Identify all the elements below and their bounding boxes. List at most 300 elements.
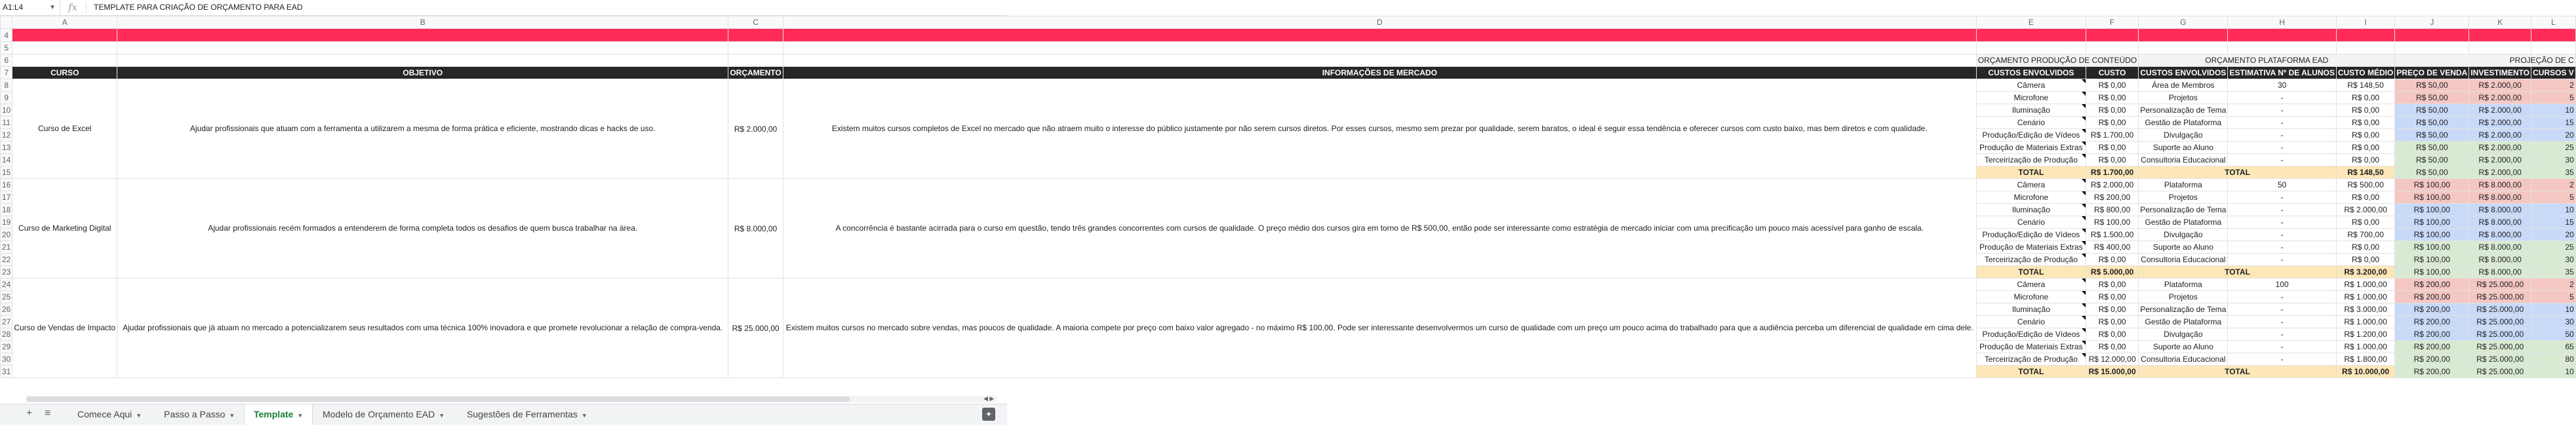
production-cost-value[interactable]: R$ 0,00 (2086, 291, 2138, 303)
total-producao[interactable]: R$ 5.000,00 (2086, 266, 2138, 279)
investment[interactable]: R$ 2.000,00 (2469, 79, 2531, 92)
sale-price[interactable]: R$ 50,00 (2395, 104, 2469, 117)
cell[interactable] (2086, 42, 2138, 54)
student-estimate[interactable]: - (2228, 316, 2336, 328)
investment[interactable]: R$ 25.000,00 (2469, 341, 2531, 353)
row-header[interactable]: 19 (1, 216, 12, 229)
course-objective[interactable]: Ajudar profissionais que atuam com a ferramenta a utilizarem a mesma de forma prática e eficiente, mostrando dicas e hacks de uso. (117, 79, 728, 179)
platform-cost-item[interactable]: Personalização de Tema (2139, 303, 2228, 316)
sale-price[interactable]: R$ 200,00 (2395, 328, 2469, 341)
row-header[interactable]: 18 (1, 204, 12, 216)
production-cost-value[interactable]: R$ 0,00 (2086, 328, 2138, 341)
chevron-down-icon[interactable]: ▼ (439, 412, 445, 419)
cell[interactable] (12, 54, 117, 67)
courses-sold[interactable]: 65 (2531, 341, 2576, 353)
row-header[interactable]: 25 (1, 291, 12, 303)
student-estimate[interactable]: - (2228, 216, 2336, 229)
student-estimate[interactable]: - (2228, 129, 2336, 142)
production-cost-item[interactable]: Cenário (1976, 316, 2086, 328)
row-header[interactable]: 16 (1, 179, 12, 191)
row-header[interactable]: 21 (1, 241, 12, 254)
sheet-tab[interactable] (244, 404, 313, 425)
production-cost-item[interactable]: Terceirização de Produção (1976, 254, 2086, 266)
column-header[interactable]: E (1976, 16, 2086, 29)
investment[interactable]: R$ 25.000,00 (2469, 328, 2531, 341)
column-title[interactable]: CURSOS V (2531, 67, 2576, 79)
investment[interactable]: R$ 8.000,00 (2469, 179, 2531, 191)
column-header[interactable]: D (783, 16, 1976, 29)
investment[interactable]: R$ 8.000,00 (2469, 216, 2531, 229)
average-cost[interactable]: R$ 0,00 (2336, 191, 2394, 204)
row-header[interactable]: 4 (1, 29, 12, 42)
production-cost-item[interactable]: Cenário (1976, 216, 2086, 229)
investment[interactable]: R$ 25.000,00 (2469, 303, 2531, 316)
row-header[interactable]: 10 (1, 104, 12, 117)
student-estimate[interactable]: 50 (2228, 179, 2336, 191)
student-estimate[interactable]: - (2228, 191, 2336, 204)
production-cost-item[interactable]: Câmera (1976, 279, 2086, 291)
sale-price[interactable]: R$ 100,00 (2395, 191, 2469, 204)
row-header[interactable]: 6 (1, 54, 12, 67)
production-cost-item[interactable]: Microfone (1976, 191, 2086, 204)
scroll-arrows-icon[interactable]: ◀ ▶ (983, 395, 995, 402)
banner-cell[interactable] (783, 29, 1976, 42)
market-info[interactable]: A concorrência é bastante acirrada para o curso em questão, tendo três grandes concorrentes com cursos de qualidade. O preço médio dos cursos gira em torno de R$ 500,00, então pode ser interessante como estratégia de mercado iniciar com uma precificação um pouco mais acessível para ganho de escala. (783, 179, 1976, 279)
production-cost-item[interactable]: Produção/Edição de Vídeos (1976, 129, 2086, 142)
platform-cost-item[interactable]: Consultoria Educacional (2139, 254, 2228, 266)
total-label[interactable]: TOTAL (2139, 266, 2337, 279)
production-cost-value[interactable]: R$ 0,00 (2086, 142, 2138, 154)
investment[interactable]: R$ 8.000,00 (2469, 204, 2531, 216)
sale-price[interactable]: R$ 200,00 (2395, 303, 2469, 316)
column-title[interactable]: ESTIMATIVA Nº DE ALUNOS (2228, 67, 2336, 79)
column-title[interactable]: CUSTO MÉDIO (2336, 67, 2394, 79)
column-title[interactable]: OBJETIVO (117, 67, 728, 79)
investment[interactable]: R$ 2.000,00 (2469, 92, 2531, 104)
total-label[interactable]: TOTAL (2139, 166, 2337, 179)
row-header[interactable]: 30 (1, 353, 12, 366)
investment[interactable]: R$ 8.000,00 (2469, 266, 2531, 279)
platform-cost-item[interactable]: Plataforma (2139, 279, 2228, 291)
courses-sold[interactable]: 10 (2531, 303, 2576, 316)
column-header[interactable]: H (2228, 16, 2336, 29)
investment[interactable]: R$ 25.000,00 (2469, 353, 2531, 366)
sale-price[interactable]: R$ 50,00 (2395, 117, 2469, 129)
sheet-tab[interactable] (68, 404, 151, 425)
column-title[interactable]: ORÇAMENTO (728, 67, 783, 79)
column-header[interactable]: B (117, 16, 728, 29)
production-cost-value[interactable]: R$ 200,00 (2086, 191, 2138, 204)
production-cost-item[interactable]: Produção/Edição de Vídeos (1976, 328, 2086, 341)
student-estimate[interactable]: - (2228, 154, 2336, 166)
row-header[interactable]: 31 (1, 366, 12, 378)
cell[interactable] (2469, 42, 2531, 54)
chevron-down-icon[interactable]: ▼ (136, 412, 142, 419)
banner-cell[interactable] (1976, 29, 2086, 42)
course-objective[interactable]: Ajudar profissionais recém formados a entenderem de forma completa todos os desafios de quem busca trabalhar na área. (117, 179, 728, 279)
student-estimate[interactable]: - (2228, 142, 2336, 154)
production-cost-item[interactable]: Câmera (1976, 179, 2086, 191)
platform-cost-item[interactable]: Projetos (2139, 291, 2228, 303)
plus-icon[interactable]: + (26, 408, 33, 419)
column-title[interactable]: CUSTOS ENVOLVIDOS (1976, 67, 2086, 79)
average-cost[interactable]: R$ 3.000,00 (2336, 303, 2394, 316)
student-estimate[interactable]: - (2228, 328, 2336, 341)
average-cost[interactable]: R$ 0,00 (2336, 104, 2394, 117)
investment[interactable]: R$ 2.000,00 (2469, 154, 2531, 166)
average-cost[interactable]: R$ 2.000,00 (2336, 204, 2394, 216)
courses-sold[interactable]: 10 (2531, 104, 2576, 117)
course-name[interactable]: Curso de Vendas de Impacto (12, 279, 117, 378)
sale-price[interactable]: R$ 100,00 (2395, 241, 2469, 254)
student-estimate[interactable]: - (2228, 353, 2336, 366)
row-header[interactable]: 11 (1, 117, 12, 129)
average-cost[interactable]: R$ 0,00 (2336, 216, 2394, 229)
chevron-down-icon[interactable]: ▼ (297, 412, 304, 419)
production-cost-item[interactable]: Terceirização de Produção (1976, 353, 2086, 366)
cell[interactable] (117, 54, 728, 67)
average-cost[interactable]: R$ 700,00 (2336, 229, 2394, 241)
total-plataforma[interactable]: R$ 148,50 (2336, 166, 2394, 179)
production-cost-value[interactable]: R$ 0,00 (2086, 303, 2138, 316)
row-header[interactable]: 24 (1, 279, 12, 291)
production-cost-item[interactable]: Produção de Materiais Extras (1976, 241, 2086, 254)
production-cost-value[interactable]: R$ 0,00 (2086, 79, 2138, 92)
column-header[interactable]: C (728, 16, 783, 29)
sale-price[interactable]: R$ 200,00 (2395, 341, 2469, 353)
average-cost[interactable]: R$ 0,00 (2336, 254, 2394, 266)
courses-sold[interactable]: 20 (2531, 129, 2576, 142)
cell[interactable] (117, 42, 728, 54)
courses-sold[interactable]: 10 (2531, 366, 2576, 378)
sale-price[interactable]: R$ 50,00 (2395, 129, 2469, 142)
horizontal-scrollbar[interactable] (26, 397, 850, 402)
explore-icon[interactable]: ✦ (982, 408, 995, 421)
student-estimate[interactable]: 30 (2228, 79, 2336, 92)
platform-cost-item[interactable]: Projetos (2139, 92, 2228, 104)
sale-price[interactable]: R$ 50,00 (2395, 79, 2469, 92)
student-estimate[interactable]: - (2228, 254, 2336, 266)
production-cost-value[interactable]: R$ 0,00 (2086, 279, 2138, 291)
platform-cost-item[interactable]: Projetos (2139, 191, 2228, 204)
row-header[interactable]: 8 (1, 79, 12, 92)
platform-cost-item[interactable]: Consultoria Educacional (2139, 353, 2228, 366)
banner-cell[interactable] (117, 29, 728, 42)
courses-sold[interactable]: 35 (2531, 166, 2576, 179)
course-name[interactable]: Curso de Excel (12, 79, 117, 179)
total-plataforma[interactable]: R$ 3.200,00 (2336, 266, 2394, 279)
banner-cell[interactable] (2469, 29, 2531, 42)
production-cost-item[interactable]: Terceirização de Produção (1976, 154, 2086, 166)
column-header[interactable]: J (2395, 16, 2469, 29)
student-estimate[interactable]: - (2228, 229, 2336, 241)
courses-sold[interactable]: 15 (2531, 117, 2576, 129)
cell[interactable] (728, 42, 783, 54)
student-estimate[interactable]: - (2228, 241, 2336, 254)
all-sheets-icon[interactable]: ≡ (45, 408, 51, 419)
courses-sold[interactable]: 80 (2531, 353, 2576, 366)
student-estimate[interactable]: - (2228, 117, 2336, 129)
production-cost-value[interactable]: R$ 2.000,00 (2086, 179, 2138, 191)
production-cost-value[interactable]: R$ 100,00 (2086, 216, 2138, 229)
average-cost[interactable]: R$ 0,00 (2336, 241, 2394, 254)
platform-cost-item[interactable]: Gestão de Plataforma (2139, 117, 2228, 129)
cell[interactable] (2531, 42, 2576, 54)
total-producao[interactable]: R$ 15.000,00 (2086, 366, 2138, 378)
platform-cost-item[interactable]: Gestão de Plataforma (2139, 316, 2228, 328)
platform-cost-item[interactable]: Suporte ao Aluno (2139, 142, 2228, 154)
total-label[interactable]: TOTAL (1976, 166, 2086, 179)
platform-cost-item[interactable]: Área de Membros (2139, 79, 2228, 92)
total-producao[interactable]: R$ 1.700,00 (2086, 166, 2138, 179)
banner-cell[interactable] (2086, 29, 2138, 42)
cell[interactable] (783, 42, 1976, 54)
sale-price[interactable]: R$ 100,00 (2395, 179, 2469, 191)
cell[interactable] (783, 54, 1976, 67)
sheet-tab[interactable] (155, 404, 244, 425)
sale-price[interactable]: R$ 100,00 (2395, 204, 2469, 216)
average-cost[interactable]: R$ 0,00 (2336, 154, 2394, 166)
courses-sold[interactable]: 50 (2531, 328, 2576, 341)
course-budget[interactable]: R$ 25.000,00 (728, 279, 783, 378)
investment[interactable]: R$ 2.000,00 (2469, 129, 2531, 142)
investment[interactable]: R$ 8.000,00 (2469, 254, 2531, 266)
average-cost[interactable]: R$ 0,00 (2336, 117, 2394, 129)
total-label[interactable]: TOTAL (1976, 366, 2086, 378)
production-cost-value[interactable]: R$ 0,00 (2086, 92, 2138, 104)
average-cost[interactable]: R$ 0,00 (2336, 129, 2394, 142)
student-estimate[interactable]: - (2228, 204, 2336, 216)
column-title[interactable]: INVESTIMENTO (2469, 67, 2531, 79)
production-cost-value[interactable]: R$ 1.700,00 (2086, 129, 2138, 142)
cell[interactable] (2336, 42, 2394, 54)
cell[interactable] (1976, 42, 2086, 54)
platform-cost-item[interactable]: Personalização de Tema (2139, 204, 2228, 216)
sale-price[interactable]: R$ 100,00 (2395, 266, 2469, 279)
average-cost[interactable]: R$ 1.000,00 (2336, 316, 2394, 328)
column-title[interactable]: CURSO (12, 67, 117, 79)
average-cost[interactable]: R$ 0,00 (2336, 92, 2394, 104)
row-header[interactable]: 20 (1, 229, 12, 241)
investment[interactable]: R$ 2.000,00 (2469, 142, 2531, 154)
average-cost[interactable]: R$ 0,00 (2336, 142, 2394, 154)
investment[interactable]: R$ 25.000,00 (2469, 279, 2531, 291)
course-objective[interactable]: Ajudar profissionais que já atuam no mercado a potencializarem seus resultados com uma técnica 100% inovadora e que promete revolucionar a relação de compra-venda. (117, 279, 728, 378)
investment[interactable]: R$ 8.000,00 (2469, 229, 2531, 241)
courses-sold[interactable]: 30 (2531, 316, 2576, 328)
courses-sold[interactable]: 2 (2531, 279, 2576, 291)
row-header[interactable]: 28 (1, 328, 12, 341)
select-all-corner[interactable] (1, 16, 12, 29)
banner-cell[interactable] (2395, 29, 2469, 42)
row-header[interactable]: 7 (1, 67, 12, 79)
cell[interactable] (12, 42, 117, 54)
platform-cost-item[interactable]: Divulgação (2139, 129, 2228, 142)
sale-price[interactable]: R$ 50,00 (2395, 142, 2469, 154)
cell[interactable] (2139, 42, 2228, 54)
banner-cell[interactable] (2531, 29, 2576, 42)
courses-sold[interactable]: 30 (2531, 254, 2576, 266)
cell[interactable] (2395, 42, 2469, 54)
production-cost-value[interactable]: R$ 12.000,00 (2086, 353, 2138, 366)
courses-sold[interactable]: 35 (2531, 266, 2576, 279)
total-label[interactable]: TOTAL (1976, 266, 2086, 279)
average-cost[interactable]: R$ 1.200,00 (2336, 328, 2394, 341)
total-plataforma[interactable]: R$ 10.000,00 (2336, 366, 2394, 378)
platform-cost-item[interactable]: Suporte ao Aluno (2139, 341, 2228, 353)
course-name[interactable]: Curso de Marketing Digital (12, 179, 117, 279)
platform-cost-item[interactable]: Divulgação (2139, 328, 2228, 341)
sheet-tab[interactable] (313, 404, 454, 425)
average-cost[interactable]: R$ 1.000,00 (2336, 291, 2394, 303)
sale-price[interactable]: R$ 200,00 (2395, 353, 2469, 366)
row-header[interactable]: 14 (1, 154, 12, 166)
production-cost-item[interactable]: Produção de Materiais Extras (1976, 142, 2086, 154)
platform-cost-item[interactable]: Divulgação (2139, 229, 2228, 241)
platform-cost-item[interactable]: Personalização de Tema (2139, 104, 2228, 117)
column-title[interactable]: INFORMAÇÕES DE MERCADO (783, 67, 1976, 79)
production-cost-value[interactable]: R$ 0,00 (2086, 254, 2138, 266)
banner-cell[interactable] (728, 29, 783, 42)
sale-price[interactable]: R$ 50,00 (2395, 166, 2469, 179)
column-header[interactable]: A (12, 16, 117, 29)
group-header-producao[interactable]: ORÇAMENTO PRODUÇÃO DE CONTEÚDO (1976, 54, 2138, 67)
platform-cost-item[interactable]: Plataforma (2139, 179, 2228, 191)
investment[interactable]: R$ 2.000,00 (2469, 117, 2531, 129)
column-header[interactable]: I (2336, 16, 2394, 29)
row-header[interactable]: 17 (1, 191, 12, 204)
sheet-tab[interactable] (458, 404, 597, 425)
courses-sold[interactable]: 5 (2531, 92, 2576, 104)
market-info[interactable]: Existem muitos cursos completos de Excel no mercado que não atraem muito o interesse do público justamente por não serem cursos diretos. Por esses cursos, mesmo sem prezar por qualidade, serem baratos, o ideal é seguir essa tendência e oferecer cursos com custo baixo, mas bem diretos e com qualidade. (783, 79, 1976, 179)
average-cost[interactable]: R$ 1.800,00 (2336, 353, 2394, 366)
production-cost-value[interactable]: R$ 400,00 (2086, 241, 2138, 254)
sale-price[interactable]: R$ 200,00 (2395, 366, 2469, 378)
investment[interactable]: R$ 8.000,00 (2469, 191, 2531, 204)
banner-cell[interactable] (2139, 29, 2228, 42)
production-cost-item[interactable]: Produção de Materiais Extras (1976, 341, 2086, 353)
student-estimate[interactable]: - (2228, 291, 2336, 303)
average-cost[interactable]: R$ 500,00 (2336, 179, 2394, 191)
row-header[interactable]: 12 (1, 129, 12, 142)
courses-sold[interactable]: 30 (2531, 154, 2576, 166)
student-estimate[interactable]: - (2228, 303, 2336, 316)
courses-sold[interactable]: 5 (2531, 191, 2576, 204)
row-header[interactable]: 26 (1, 303, 12, 316)
chevron-down-icon[interactable]: ▼ (229, 412, 235, 419)
investment[interactable]: R$ 25.000,00 (2469, 366, 2531, 378)
row-header[interactable]: 27 (1, 316, 12, 328)
column-title[interactable]: CUSTOS ENVOLVIDOS (2139, 67, 2228, 79)
course-budget[interactable]: R$ 2.000,00 (728, 79, 783, 179)
courses-sold[interactable]: 25 (2531, 241, 2576, 254)
student-estimate[interactable]: - (2228, 104, 2336, 117)
banner-cell[interactable] (2336, 29, 2394, 42)
courses-sold[interactable]: 2 (2531, 79, 2576, 92)
platform-cost-item[interactable]: Consultoria Educacional (2139, 154, 2228, 166)
sale-price[interactable]: R$ 200,00 (2395, 279, 2469, 291)
column-header[interactable]: L (2531, 16, 2576, 29)
spreadsheet-grid[interactable] (0, 16, 2574, 396)
total-label[interactable]: TOTAL (2139, 366, 2337, 378)
row-header[interactable]: 23 (1, 266, 12, 279)
sale-price[interactable]: R$ 100,00 (2395, 216, 2469, 229)
production-cost-value[interactable]: R$ 1.500,00 (2086, 229, 2138, 241)
courses-sold[interactable]: 25 (2531, 142, 2576, 154)
investment[interactable]: R$ 2.000,00 (2469, 104, 2531, 117)
course-budget[interactable]: R$ 8.000,00 (728, 179, 783, 279)
production-cost-value[interactable]: R$ 0,00 (2086, 154, 2138, 166)
column-header[interactable]: K (2469, 16, 2531, 29)
average-cost[interactable]: R$ 1.000,00 (2336, 341, 2394, 353)
sale-price[interactable]: R$ 100,00 (2395, 229, 2469, 241)
chevron-down-icon[interactable]: ▼ (49, 4, 56, 11)
courses-sold[interactable]: 2 (2531, 179, 2576, 191)
investment[interactable]: R$ 8.000,00 (2469, 241, 2531, 254)
courses-sold[interactable]: 20 (2531, 229, 2576, 241)
banner-cell[interactable] (12, 29, 117, 42)
courses-sold[interactable]: 15 (2531, 216, 2576, 229)
sale-price[interactable]: R$ 50,00 (2395, 92, 2469, 104)
production-cost-item[interactable]: Iluminação (1976, 303, 2086, 316)
column-header[interactable]: G (2139, 16, 2228, 29)
production-cost-item[interactable]: Cenário (1976, 117, 2086, 129)
average-cost[interactable]: R$ 148,50 (2336, 79, 2394, 92)
chevron-down-icon[interactable]: ▼ (581, 412, 587, 419)
column-title[interactable]: CUSTO (2086, 67, 2138, 79)
sale-price[interactable]: R$ 200,00 (2395, 316, 2469, 328)
row-header[interactable]: 13 (1, 142, 12, 154)
formula-input[interactable]: TEMPLATE PARA CRIAÇÃO DE ORÇAMENTO PARA EAD (94, 3, 303, 12)
production-cost-value[interactable]: R$ 800,00 (2086, 204, 2138, 216)
row-header[interactable]: 9 (1, 92, 12, 104)
investment[interactable]: R$ 2.000,00 (2469, 166, 2531, 179)
student-estimate[interactable]: - (2228, 92, 2336, 104)
investment[interactable]: R$ 25.000,00 (2469, 316, 2531, 328)
production-cost-item[interactable]: Iluminação (1976, 104, 2086, 117)
production-cost-value[interactable]: R$ 0,00 (2086, 117, 2138, 129)
production-cost-item[interactable]: Iluminação (1976, 204, 2086, 216)
production-cost-value[interactable]: R$ 0,00 (2086, 316, 2138, 328)
group-header-plataforma[interactable]: ORÇAMENTO PLATAFORMA EAD (2139, 54, 2395, 67)
production-cost-value[interactable]: R$ 0,00 (2086, 104, 2138, 117)
average-cost[interactable]: R$ 1.000,00 (2336, 279, 2394, 291)
production-cost-item[interactable]: Produção/Edição de Vídeos (1976, 229, 2086, 241)
production-cost-item[interactable]: Microfone (1976, 291, 2086, 303)
row-header[interactable]: 15 (1, 166, 12, 179)
sale-price[interactable]: R$ 200,00 (2395, 291, 2469, 303)
name-box[interactable] (0, 0, 60, 15)
platform-cost-item[interactable]: Gestão de Plataforma (2139, 216, 2228, 229)
market-info[interactable]: Existem muitos cursos no mercado sobre vendas, mas poucos de qualidade. A maioria compete por preço com baixo valor agregado - no máximo R$ 100,00. Pode ser interessante desenvolvermos um curso de qualidade com um preço um pouco acima do trabalhado para que a audiência perceba um diferencial de qualidade em cima dele. (783, 279, 1976, 378)
investment[interactable]: R$ 25.000,00 (2469, 291, 2531, 303)
cell[interactable] (2228, 42, 2336, 54)
cell[interactable] (728, 54, 783, 67)
student-estimate[interactable]: 100 (2228, 279, 2336, 291)
sale-price[interactable]: R$ 50,00 (2395, 154, 2469, 166)
production-cost-value[interactable]: R$ 0,00 (2086, 341, 2138, 353)
courses-sold[interactable]: 10 (2531, 204, 2576, 216)
courses-sold[interactable]: 5 (2531, 291, 2576, 303)
column-title[interactable]: PREÇO DE VENDA (2395, 67, 2469, 79)
column-header[interactable]: F (2086, 16, 2138, 29)
row-header[interactable]: 29 (1, 341, 12, 353)
platform-cost-item[interactable]: Suporte ao Aluno (2139, 241, 2228, 254)
sale-price[interactable]: R$ 100,00 (2395, 254, 2469, 266)
row-header[interactable]: 5 (1, 42, 12, 54)
banner-cell[interactable] (2228, 29, 2336, 42)
group-header-projecao[interactable]: PROJEÇÃO DE C (2395, 54, 2576, 67)
